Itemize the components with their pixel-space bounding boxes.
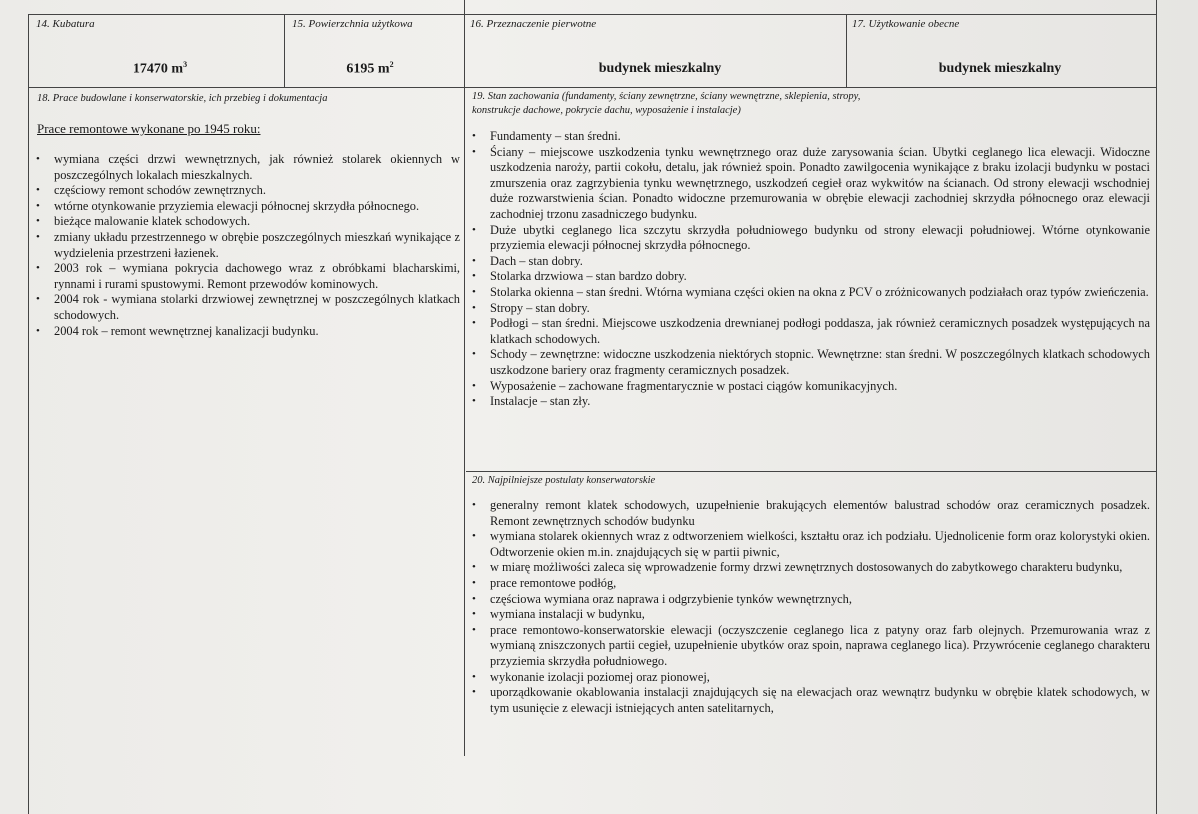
list-item: • generalny remont klatek schodowych, uzupełnienie brakujących elementów balustrad schodów oraz ceramicznych posadzek. Remont zewnętrznych schodów budynku	[472, 498, 1150, 529]
section18-list	[36, 152, 460, 339]
list-item: • wymiana stolarek okiennych wraz z odtworzeniem wielkości, kształtu oraz ich podziału. Ujednolicenie form oraz kolorystyki okien. Odtworzenie okien m.in. znajdujących się w partii piwnic,	[472, 529, 1150, 560]
col-rule-c	[846, 14, 847, 87]
list-item: • Stolarka drzwiowa – stan bardzo dobry.	[472, 269, 1150, 285]
row-rule-sec20	[466, 471, 1156, 472]
list-item: • częściowa wymiana oraz naprawa i odgrzybienie tynków wewnętrznych,	[472, 592, 1150, 608]
list-item: • wykonanie izolacji poziomej oraz pionowej,	[472, 670, 1150, 686]
section19-label	[472, 90, 1162, 118]
col-rule-a	[284, 14, 285, 87]
uzytkowanie-value: budynek mieszkalny	[938, 61, 1062, 76]
list-item: • Fundamenty – stan średni.	[472, 129, 1150, 145]
col-rule-main	[464, 0, 465, 756]
left-border	[28, 14, 29, 814]
list-item: • bieżące malowanie klatek schodowych.	[36, 214, 460, 230]
list-item: • w miarę możliwości zaleca się wprowadzenie formy drzwi zewnętrznych dostosowanych do zabytkowego charakteru budynku,	[472, 560, 1150, 576]
list-item: • Ściany – miejscowe uszkodzenia tynku wewnętrznego oraz duże zarysowania ścian. Ubytki ceglanego lica elewacji. Widoczne uszkodzenia naroży, partii cokołu, detalu, jak również spoin. Ponadto zawilgocenia wynikające z braku izolacji budynku w postaci zmurszenia oraz zagrzybienia tynku wewnętrznego, uszkodzeń cegieł oraz wykwitów na ścianach. Od strony elewacji wschodniej duże rozwarstwienia ścian. Ponadto widoczne przemurowania w obrębie elewacji zachodniej skrzydła północnego oraz elewacji zachodniej trzonu zasadniczego budynku.	[472, 145, 1150, 223]
list-item: • Duże ubytki ceglanego lica szczytu skrzydła południowego budynku od strony elewacji południowej. Wtórne otynkowanie przyziemia elewacji północnej skrzydła północnego.	[472, 223, 1150, 254]
kubatura-label: 14. Kubatura	[36, 18, 95, 30]
list-item: • prace remontowe podłóg,	[472, 576, 1150, 592]
list-item: • 2004 rok – remont wewnętrznej kanalizacji budynku.	[36, 324, 460, 340]
row-rule-1	[28, 87, 1156, 88]
list-item: • uporządkowanie okablowania instalacji znajdujących się na elewacjach oraz wewnątrz budynku w obrębie klatek schodowych, w tym usunięcie z elewacji istniejących anten satelitarnych,	[472, 685, 1150, 716]
powierzchnia-value: 6195 $m^2$	[346, 60, 394, 77]
list-item: • Stropy – stan dobry.	[472, 301, 1150, 317]
list-item: • wymiana części drzwi wewnętrznych, jak również stolarek okiennych w poszczególnych lokalach mieszkalnych.	[36, 152, 460, 183]
section18-label: 18. Prace budowlane i konserwatorskie, ich przebieg i dokumentacja	[37, 93, 328, 104]
section18-heading: Prace remontowe wykonane po 1945 roku:	[37, 121, 261, 136]
list-item: • Podłogi – stan średni. Miejscowe uszkodzenia drewnianej podłogi poddasza, jak również ceramicznych posadzek występujących na klatkach schodowych.	[472, 316, 1150, 347]
list-item: • 2004 rok - wymiana stolarki drzwiowej zewnętrznej w poszczególnych klatkach schodowych.	[36, 292, 460, 323]
list-item: • Schody – zewnętrzne: widoczne uszkodzenia niektórych stopnic. Wewnętrzne: stan średni. W poszczególnych klatkach schodowych uszkodzone bariery oraz fragmenty ceramicznych posadzek.	[472, 347, 1150, 378]
list-item: • zmiany układu przestrzennego w obrębie poszczególnych mieszkań wynikające z wydzielenia przestrzeni łazienek.	[36, 230, 460, 261]
przeznaczenie-value: budynek mieszkalny	[598, 61, 722, 76]
kubatura-value: 17470 $m^3$	[132, 60, 188, 77]
list-item: • częściowy remont schodów zewnętrznych.	[36, 183, 460, 199]
przeznaczenie-label: 16. Przeznaczenie pierwotne	[470, 18, 597, 30]
section19-label-line2: konstrukcje dachowe, pokrycie dachu, wyposażenie i instalacje)	[472, 105, 741, 116]
list-item: • Stolarka okienna – stan średni. Wtórna wymiana części okien na okna z PCV o zróżnicowanych podziałach oraz typów zwieńczenia.	[472, 285, 1150, 301]
section19-label-line1: 19. Stan zachowania (fundamenty, ściany zewnętrzne, ściany wewnętrzne, sklepienia, stropy,	[472, 91, 861, 102]
list-item: • wtórne otynkowanie przyziemia elewacji północnej skrzydła północnego.	[36, 199, 460, 215]
uzytkowanie-label: 17. Użytkowanie obecne	[852, 18, 960, 30]
right-border	[1156, 0, 1157, 814]
powierzchnia-label: 15. Powierzchnia użytkowa	[292, 18, 413, 30]
top-rule	[28, 14, 1156, 15]
section20-label: 20. Najpilniejsze postulaty konserwatorskie	[472, 475, 656, 486]
list-item: • Wyposażenie – zachowane fragmentarycznie w postaci ciągów komunikacyjnych.	[472, 379, 1150, 395]
section19-list	[472, 129, 1150, 410]
list-item: • 2003 rok – wymiana pokrycia dachowego wraz z obróbkami blacharskimi, rynnami i rurami spustowymi. Remont przewodów kominowych.	[36, 261, 460, 292]
list-item: • wymiana instalacji w budynku,	[472, 607, 1150, 623]
list-item: • Dach – stan dobry.	[472, 254, 1150, 270]
list-item: • Instalacje – stan zły.	[472, 394, 1150, 410]
section20-list	[472, 498, 1150, 716]
list-item: • prace remontowo-konserwatorskie elewacji (oczyszczenie ceglanego lica z patyny oraz farb olejnych. Przemurowania wraz z wymianą zniszczonych partii cegieł, uzupełnienie ubytków oraz spoin, naprawa ceglanego lica). Przywrócenie ceglanego charakteru przyziemia skrzydła południowego.	[472, 623, 1150, 670]
